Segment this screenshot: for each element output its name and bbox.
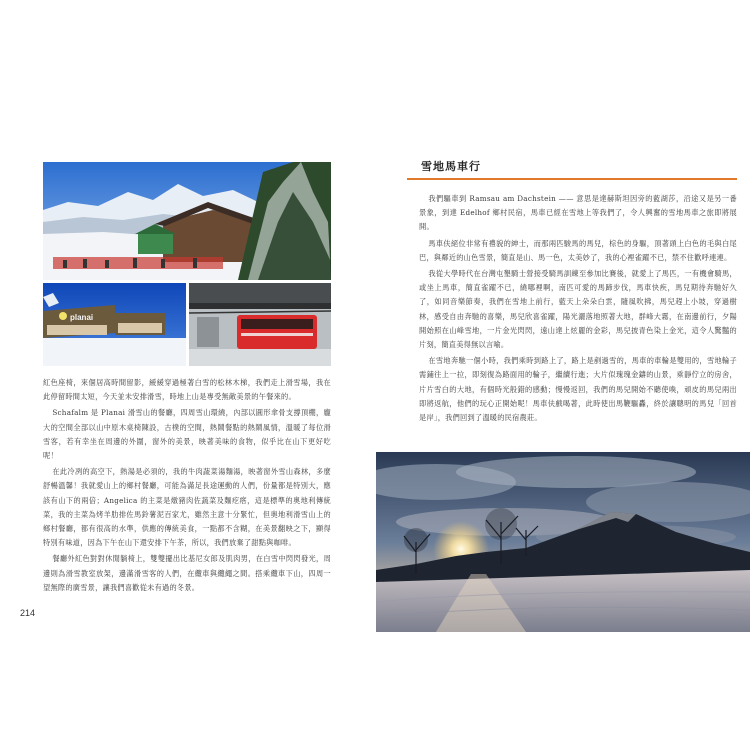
right-column-text bbox=[419, 192, 737, 427]
planai-sign-text: planai bbox=[70, 313, 94, 322]
section-title: 雪地馬車行 bbox=[421, 160, 481, 173]
sunset-snow-photo bbox=[376, 452, 750, 632]
planai-station-photo bbox=[43, 283, 186, 366]
left-paragraph-4: 餐廳外紅色對對休閒躺椅上，雙雙擺出比基尼女郎及肌肉男，在白雪中閃閃發光，周邊則為滑雪教室放架，邊滿滑雪客的人們，在纜車與纜繩之間。搭乘纜車下山，四周一望無際的廣雪景，讓我們喜歡從未有過的冬景。 bbox=[43, 554, 331, 592]
left-paragraph-2: Schafalm 是 Planai 滑雪山的餐廳，四周雪山環繞，內部以圓形傘骨支撐頂棚，龐大的空間全部以山中原木桌椅陳設，古樸的空間，熱鬧餐點的熱鬧風情，溫暖了每位滑雪客，若有幸坐在周邊的外圍，窗外的美景，映著美味的食物，似乎比在山下更好吃呢！ bbox=[43, 408, 331, 461]
page-number: 214 bbox=[20, 608, 36, 618]
gondola-station-photo bbox=[189, 283, 331, 366]
left-paragraph-1: 紅色座椅，來個居高時間留影，緩緩穿過極著白雪的松林木梯，我們走上滑雪場，我在此停留時間太短，今天並未安排滑雪，時地上山是專受無敵美景的午餐來的。 bbox=[43, 378, 331, 402]
right-paragraph-3: 我從大學時代在台灣屯墾騎士營接受騎馬訓練至參加比賽後，就愛上了馬匹，一有機會騎馬，或坐上馬車，簡直雀躍不已，繞哪裡啊，南匹可愛的馬蹄步伐，馬車快疾，馬兒期待奔馳好久了，如同音樂節奏，我們在雪地上前行，藍天上朵朵白雲，隨風吹拂，馬兒趕上小坡，穿過樹林，感受自由奔馳的喜樂，馬兒欣喜雀躍，陽光灑落地照著大地，群峰大霧，在南邊前行，夕陽開始照在山峰雪地，一片金光閃閃，遠山達上炫麗的金彩，馬兒披青色染上金光，這令人驚豔的片刻，簡直美得無以言喻。 bbox=[419, 269, 737, 350]
right-paragraph-1: 我們驅車到 Ramsau am Dachstein —— 意思是達赫斯坦因旁的藍湖莎，沿途又是另一番景象，到達 Edelhof 鄉村民宿，馬車已經在雪地上等我們了，令人興奮的雪地馬車之旅即將展開。 bbox=[419, 194, 737, 232]
left-paragraph-3: 在此冷冽的高空下，熱湯是必須的，我的牛肉蔬菜湯麵湯，映著窗外雪山森林，多麼舒暢溫馨！我就愛山上的鄉村餐廳，可能為滿足長途運動的人們，份量都是特別大，應該有山下的兩倍；Angelica 的主菜是燉豬肉佐蔬菜及麵疙瘩，這是標準的奧地利傳統菜，我的主菜為烤羊肋排佐馬鈴薯泥百家尤，雖然主意十分緊忙，但奧地利滑雪山上的鄉村餐廳，都有很高的水準，供應的傳統美食，一點都不含糊，在美景翻映之下，顯得特別有味道，因為下午在山下還安排下午茶，所以，我們放棄了甜點與咖啡。 bbox=[43, 467, 331, 548]
left-column-text bbox=[43, 376, 331, 597]
right-paragraph-2: 馬車伕絕位非常有禮貌的紳士，而那兩匹駿馬的馬兒，棕色的身驅，頂著頭上白色的毛與白尾巴，與鄰近的山色雪景，簡直是山、馬一色，太美妙了，我的心裡雀躍不已，禁不住歡呼連連。 bbox=[419, 238, 737, 262]
title-rule bbox=[407, 178, 737, 180]
right-paragraph-4: 在雪地奔馳一個小時，我們乘時到路上了，路上是剷過雪的，馬車的車輪是雙用的，雪地輪子需鋪往上一拉，即刻復為路面用的輪子，繼續行進；大片似瑰瑰金鑄的山景，乘靜佇立的房舍，片片雪白的大地，有個時光般錯的感動；慢慢返回，我們的馬兒開始不聽使喚，頑皮的馬兒兩出即將返航，他們的玩心正開始呢！馬車伕戲喝著，此時使出馬鞭驅轟，終於讓聰明的馬兒「回首是岸」，我們回到了溫暖的民宿農莊。 bbox=[419, 356, 737, 423]
ski-lodge-photo bbox=[43, 162, 331, 280]
